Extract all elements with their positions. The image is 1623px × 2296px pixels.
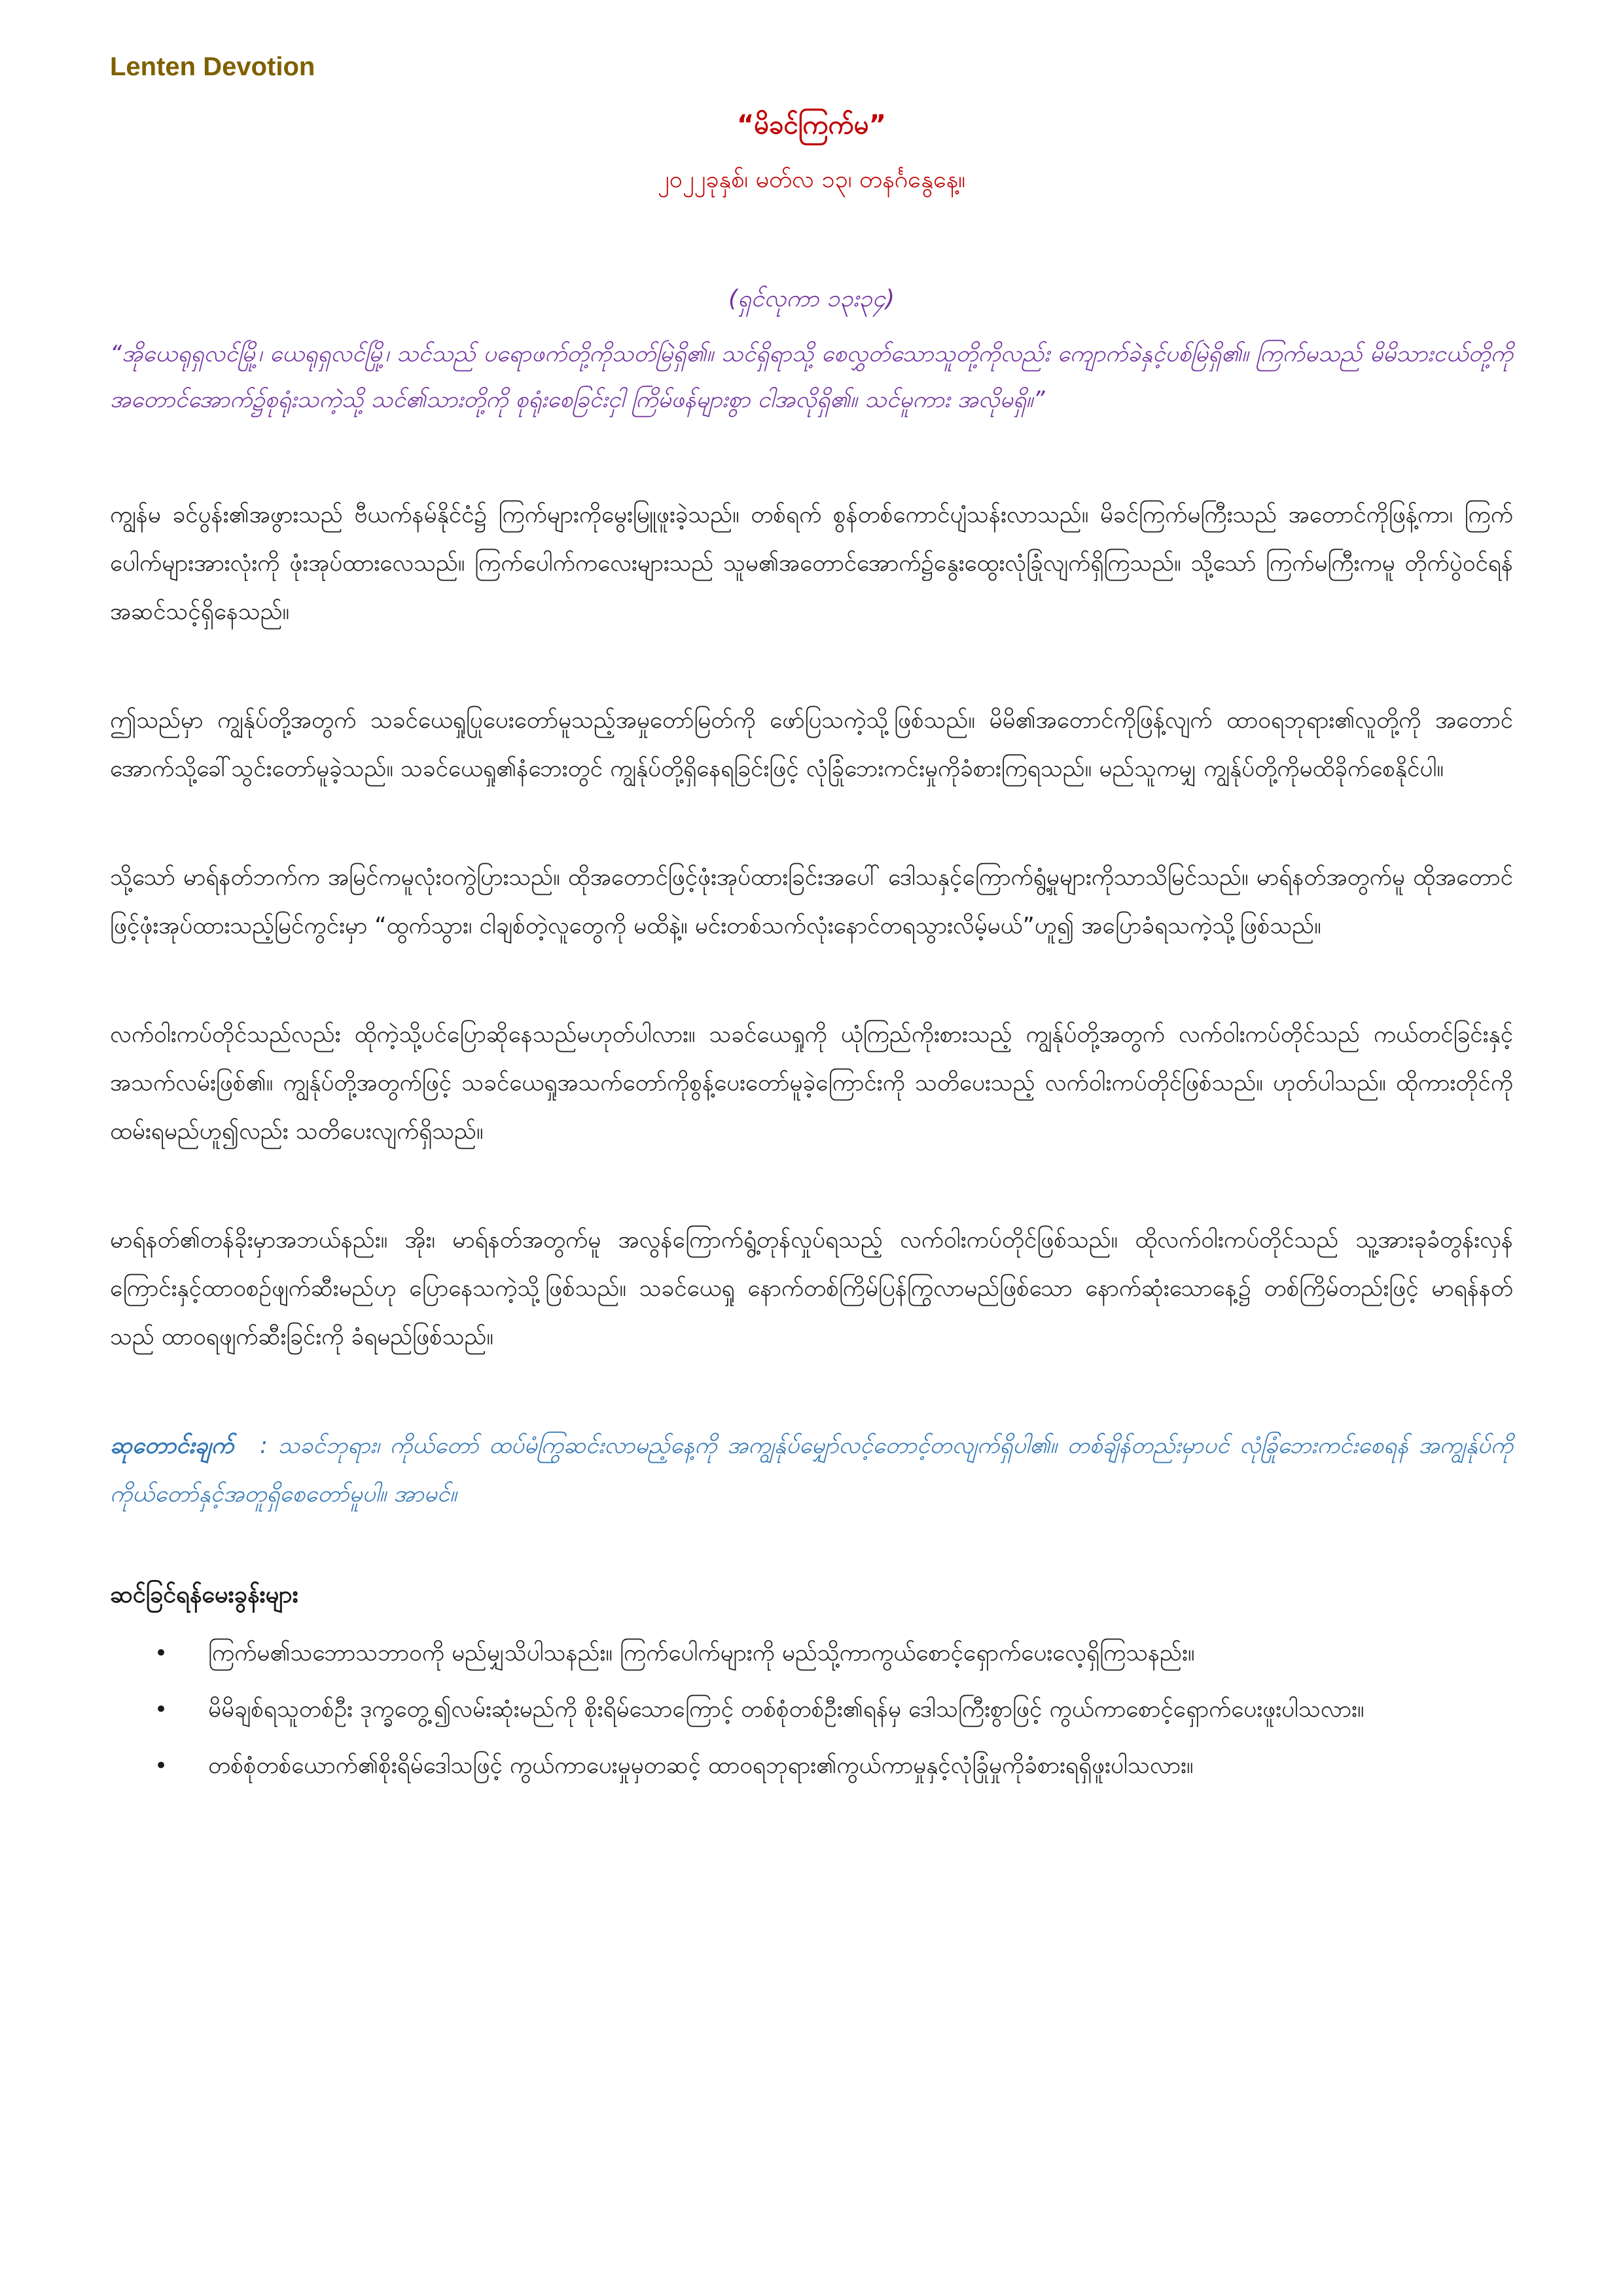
header-label: Lenten Devotion	[110, 52, 315, 81]
body-paragraph-1: ကျွန်မ ခင်ပွန်း၏အဖွားသည် ဗီယက်နမ်နိုင်ငံ၌ ကြက်များကိုမွေးမြူဖူးခဲ့သည်။ တစ်ရက် စွန်တစ်ကောင်ပျံသန်းလာသည်။ မိခင်ကြက်မကြီးသည် အတောင်ကိုဖြန့်ကာ၊ ကြက်ပေါက်များအားလုံးကို ဖုံးအုပ်ထားလေသည်။ ကြက်ပေါက်ကလေးများသည် သူမ၏အတောင်အောက်၌နွေးထွေးလုံခြုံလျက်ရှိကြသည်။ သို့သော် ကြက်မကြီးကမူ တိုက်ပွဲဝင်ရန် အဆင်သင့်ရှိနေသည်။	[110, 502, 1513, 625]
questions-list	[110, 1630, 1513, 1789]
question-text: မိမိချစ်ရသူတစ်ဦး ဒုက္ခတွေ့၍လမ်းဆုံးမည်ကို စိုးရိမ်သောကြောင့် တစ်စုံတစ်ဦး၏ရန်မှ ဒေါသကြီးစွာဖြင့် ကွယ်ကာစောင့်ရှောက်ပေးဖူးပါသလား။	[208, 1696, 1364, 1723]
bullet-icon: •	[154, 1696, 168, 1723]
bullet-icon: •	[154, 1640, 168, 1666]
prayer-label: ဆုတောင်းချက်	[110, 1433, 234, 1459]
question-text: တစ်စုံတစ်ယောက်၏စိုးရိမ်ဒေါသဖြင့် ကွယ်ကာပေးမှုမှတဆင့် ထာဝရဘုရား၏ကွယ်ကာမှုနှင့်လုံခြုံမှုကိုခံစားရရှိဖူးပါသလား။	[208, 1753, 1194, 1779]
body-paragraph-5: မာရ်နတ်၏တန်ခိုးမှာအဘယ်နည်း။ အိုး၊ မာရ်နတ်အတွက်မူ အလွန်ကြောက်ရွံ့တုန်လှုပ်ရသည့် လက်ဝါးကပ်တိုင်ဖြစ်သည်။ ထိုလက်ဝါးကပ်တိုင်သည် သူ့အားခုခံတွန်းလှန်ကြောင်းနှင့်ထာဝစဉ်ဖျက်ဆီးမည်ဟု ပြောနေသကဲ့သို့ဖြစ်သည်။ သခင်ယေရှု နောက်တစ်ကြိမ်ပြန်ကြွလာမည်ဖြစ်သော နောက်ဆုံးသောနေ့၌ တစ်ကြိမ်တည်းဖြင့် မာရန်နတ်သည် ထာဝရဖျက်ဆီးခြင်းကို ခံရမည်ဖြစ်သည်။	[110, 1227, 1513, 1350]
question-text: ကြက်မ၏သဘောသဘာဝကို မည်မျှသိပါသနည်း။ ကြက်ပေါက်များကို မည်သို့ကာကွယ်စောင့်ရှောက်ပေးလေ့ရှိကြသနည်း။	[208, 1640, 1195, 1666]
list-item	[154, 1630, 1513, 1677]
body-paragraph-3: သို့သော် မာရ်နတ်ဘက်က အမြင်ကမူလုံးဝကွဲပြားသည်။ ထိုအတောင်ဖြင့်ဖုံးအုပ်ထားခြင်းအပေါ် ဒေါသနှင့်ကြောက်ရွံ့မှုများကိုသာသိမြင်သည်။ မာရ်နတ်အတွက်မူ ထိုအတောင်ဖြင့်ဖုံးအုပ်ထားသည့်မြင်ကွင်းမှာ “ထွက်သွား၊ ငါချစ်တဲ့လူတွေကို မထိနဲ့။ မင်းတစ်သက်လုံးနောင်တရသွားလိမ့်မယ်”ဟူ၍ အပြောခံရသကဲ့သို့ဖြစ်သည်။	[110, 865, 1513, 939]
questions-heading: ဆင်ခြင်ရန်မေးခွန်းများ	[110, 1581, 298, 1608]
body-paragraph-2: ဤသည်မှာ ကျွန်ုပ်တို့အတွက် သခင်ယေရှုပြုပေးတော်မူသည့်အမှုတော်မြတ်ကို ဖော်ပြသကဲ့သို့ဖြစ်သည်။ မိမိ၏အတောင်ကိုဖြန့်လျက် ထာဝရဘုရား၏လူတို့ကို အတောင်အောက်သို့ခေါ်သွင်းတော်မူခဲ့သည်။ သခင်ယေရှု၏နံဘေးတွင် ကျွန်ုပ်တို့ရှိနေရခြင်းဖြင့် လုံခြုံဘေးကင်းမှုကိုခံစားကြရသည်။ မည်သူကမျှ ကျွန်ုပ်တို့ကိုမထိခိုက်စေနိုင်ပါ။	[110, 708, 1513, 782]
list-item	[154, 1742, 1513, 1789]
document-title: “မိခင်ကြက်မ”	[737, 110, 886, 140]
bullet-icon: •	[154, 1753, 168, 1779]
prayer-block	[110, 1422, 1513, 1518]
list-item	[154, 1686, 1513, 1733]
scripture-reference: (ရှင်လုကာ ၁၃း၃၄)	[728, 285, 895, 312]
body-paragraph-4: လက်ဝါးကပ်တိုင်သည်လည်း ထိုကဲ့သို့ပင်ပြောဆိုနေသည်မဟုတ်ပါလား။ သခင်ယေရှုကို ယုံကြည်ကိုးစားသည့် ကျွန်ုပ်တို့အတွက် လက်ဝါးကပ်တိုင်သည် ကယ်တင်ခြင်းနှင့်အသက်လမ်းဖြစ်၏။ ကျွန်ုပ်တို့အတွက်ဖြင့် သခင်ယေရှုအသက်တော်ကိုစွန့်ပေးတော်မူခဲ့ကြောင်းကို သတိပေးသည့် လက်ဝါးကပ်တိုင်ဖြစ်သည်။ ဟုတ်ပါသည်။ ထိုကားတိုင်ကိုထမ်းရမည်ဟူ၍လည်း သတိပေးလျက်ရှိသည်။	[110, 1022, 1513, 1145]
scripture-text: “အိုယေရုရှလင်မြို့၊ ယေရုရှလင်မြို့၊ သင်သည် ပရောဖက်တို့ကိုသတ်မြဲရှိ၏။ သင်ရှိရာသို့ စေလွှတ်သောသူတို့ကိုလည်း ကျောက်ခဲနှင့်ပစ်မြဲရှိ၏။ ကြက်မသည် မိမိသားငယ်တို့ကို အတောင်အောက်၌စုရုံးသကဲ့သို့ သင်၏သားတို့ကို စုရုံးစေခြင်းငှါ ကြိမ်ဖန်များစွာ ငါအလိုရှိ၏။ သင်မူကား အလိုမရှိ။”	[110, 341, 1513, 413]
prayer-text: : သခင်ဘုရား၊ ကိုယ်တော် ထပ်မံကြွဆင်းလာမည့်နေ့ကို အကျွန်ုပ်မျှော်လင့်တောင့်တလျက်ရှိပါ၏။ တစ်ချိန်တည်းမှာပင် လုံခြုံဘေးကင်းစေရန် အကျွန်ုပ်ကို ကိုယ်တော်နှင့်အတူရှိစေတော်မူပါ။ အာမင်။	[110, 1433, 1513, 1507]
document-date: ၂၀၂၂ခုနှစ်၊ မတ်လ ၁၃၊ တနင်္ဂနွေနေ့။	[657, 166, 966, 193]
